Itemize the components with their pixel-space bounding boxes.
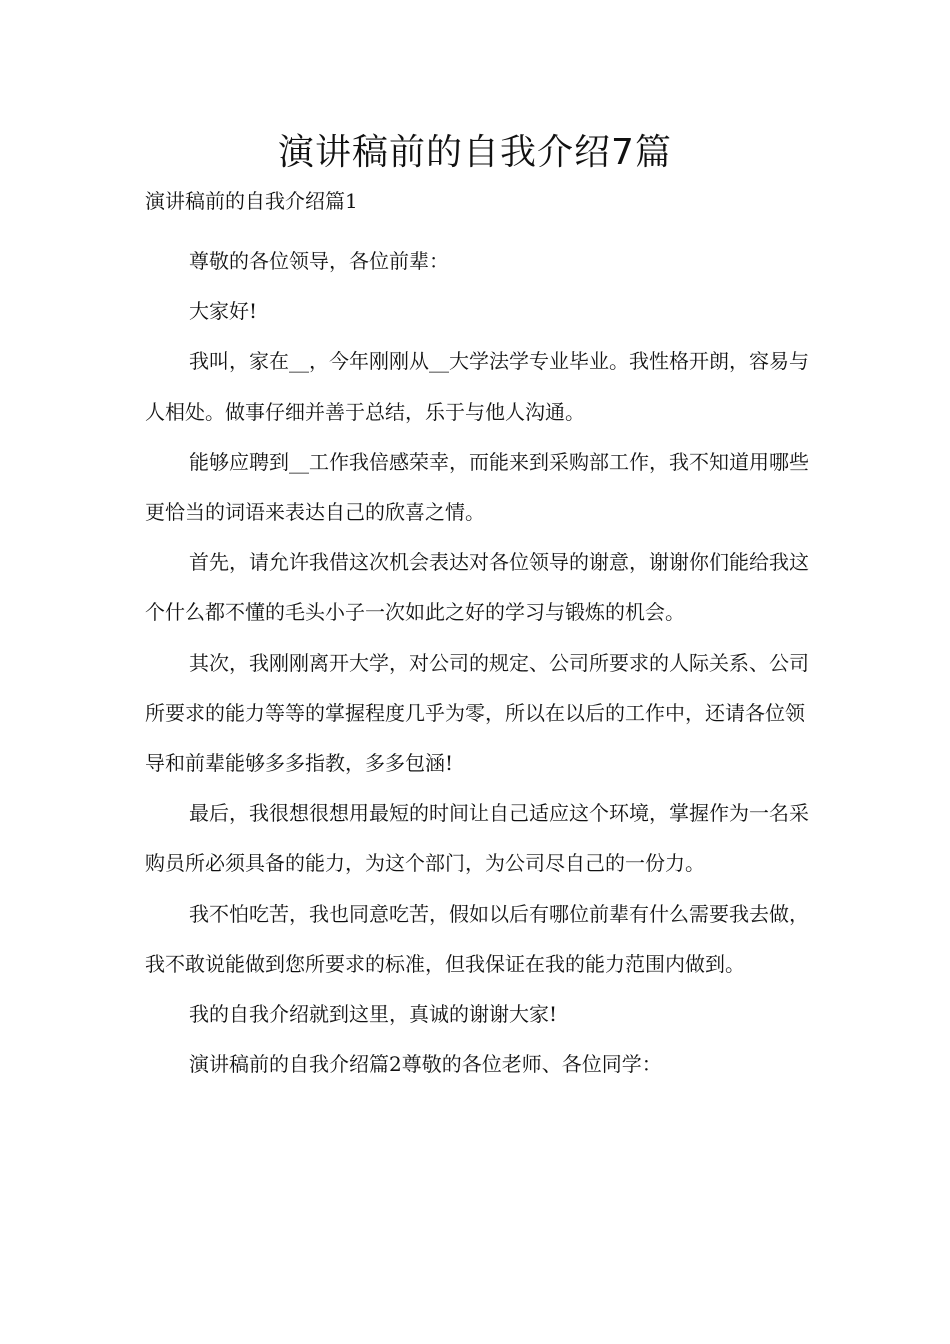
paragraph: 演讲稿前的自我介绍篇2尊敬的各位老师、各位同学： bbox=[189, 1052, 662, 1077]
section-heading: 演讲稿前的自我介绍篇1 bbox=[145, 189, 358, 213]
paragraph: 我不怕吃苦，我也同意吃苦，假如以后有哪位前辈有什么需要我去做，我不敢说能做到您所要求的标准，但我保证在我的能力范围内做到。 bbox=[145, 901, 809, 976]
paragraph: 我的自我介绍就到这里，真诚的谢谢大家! bbox=[189, 1002, 558, 1027]
paragraph: 尊敬的各位领导，各位前辈： bbox=[189, 249, 449, 273]
paragraph: 我叫，家在__，今年刚刚从__大学法学专业毕业。我性格开朗，容易与人相处。做事仔细并善于总结，乐于与他人沟通。 bbox=[145, 349, 809, 424]
paragraph: 最后，我很想很想用最短的时间让自己适应这个环境，掌握作为一名采购员所必须具备的能力，为这个部门，为公司尽自己的一份力。 bbox=[145, 801, 809, 876]
paragraph: 能够应聘到__工作我倍感荣幸，而能来到采购部工作，我不知道用哪些更恰当的词语来表达自己的欣喜之情。 bbox=[145, 449, 809, 525]
paragraph: 首先，请允许我借这次机会表达对各位领导的谢意，谢谢你们能给我这个什么都不懂的毛头小子一次如此之好的学习与锻炼的机会。 bbox=[145, 550, 809, 625]
paragraph: 其次，我刚刚离开大学，对公司的规定、公司所要求的人际关系、公司所要求的能力等等的掌握程度几乎为零，所以在以后的工作中，还请各位领导和前辈能够多多指教，多多包涵! bbox=[145, 650, 809, 776]
paragraph: 大家好! bbox=[189, 299, 258, 324]
document-title: 演讲稿前的自我介绍7篇 bbox=[278, 132, 672, 173]
document-body bbox=[145, 236, 809, 1089]
